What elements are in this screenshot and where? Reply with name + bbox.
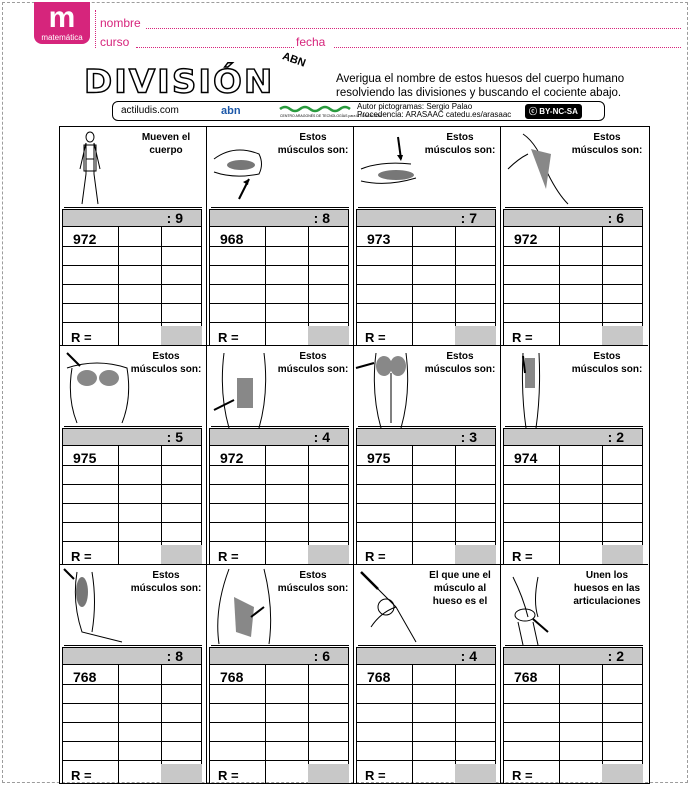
- divider-line: [211, 426, 349, 427]
- column-line: [265, 227, 266, 345]
- author-credit: Autor pictogramas: Sergio Palao Procedencia: ARASAAC catedu.es/arasaac: [357, 102, 512, 119]
- dividend: 972: [514, 231, 538, 247]
- nombre-field[interactable]: [146, 28, 681, 29]
- division-card: [60, 346, 207, 565]
- division-card: [354, 346, 501, 565]
- instructions: Averigua el nombre de estos huesos del cuerpo humano resolviendo las divisiones y buscando el cociente abajo.: [336, 73, 625, 99]
- catedu-logo-icon: [278, 104, 382, 118]
- remainder-label: R =: [218, 768, 239, 783]
- division-table: [62, 665, 202, 783]
- page-title: DIVISIÓN: [84, 63, 275, 101]
- division-grid: [59, 126, 650, 784]
- divisor-header: : 3: [356, 428, 496, 446]
- division-table: [209, 227, 349, 345]
- clue-text: El que une el músculo al hueso es el: [429, 570, 491, 607]
- division-card: [60, 127, 207, 346]
- remainder-box[interactable]: [455, 545, 496, 564]
- clue-text: Estos músculos son:: [130, 570, 202, 594]
- divider-line: [505, 426, 643, 427]
- division-table: [62, 446, 202, 564]
- quadriceps-icon: [503, 348, 573, 428]
- column-line: [412, 665, 413, 783]
- division-table: [62, 227, 202, 345]
- clue-text: Estos músculos son:: [277, 570, 349, 594]
- curso-label: curso: [100, 35, 130, 49]
- pectoral-icon: [62, 348, 132, 428]
- column-line: [559, 227, 560, 345]
- divider-line: [505, 207, 643, 208]
- column-line: [118, 665, 119, 783]
- divisor-header: : 2: [503, 428, 643, 446]
- divider-line: [64, 207, 202, 208]
- remainder-box[interactable]: [161, 764, 202, 783]
- abn-logo: abn: [221, 105, 241, 117]
- tricep-arrow-icon: [356, 129, 426, 209]
- column-line: [118, 446, 119, 564]
- abn-badge: ABN: [280, 50, 308, 70]
- divider-line: [211, 645, 349, 646]
- divisor-header: : 5: [62, 428, 202, 446]
- dividend: 768: [73, 669, 97, 685]
- trapezius-icon: [503, 129, 573, 209]
- column-line: [412, 446, 413, 564]
- dividend: 974: [514, 450, 538, 466]
- division-card: [354, 127, 501, 346]
- division-card: [501, 346, 648, 565]
- remainder-box[interactable]: [161, 545, 202, 564]
- division-table: [356, 446, 496, 564]
- remainder-label: R =: [365, 768, 386, 783]
- dividend: 768: [514, 669, 538, 685]
- divider-line: [505, 645, 643, 646]
- divider-line: [358, 426, 496, 427]
- division-card: [501, 127, 648, 346]
- remainder-box[interactable]: [308, 326, 349, 345]
- clue-text: Mueven el cuerpo: [141, 132, 191, 156]
- division-table: [503, 446, 643, 564]
- full-body-muscles-icon: [62, 129, 132, 209]
- remainder-label: R =: [512, 768, 533, 783]
- header-divider: [95, 10, 96, 48]
- divisor-header: : 9: [62, 209, 202, 227]
- remainder-label: R =: [512, 549, 533, 564]
- dividend: 768: [367, 669, 391, 685]
- remainder-label: R =: [512, 330, 533, 345]
- remainder-box[interactable]: [602, 764, 643, 783]
- divisor-header: : 8: [209, 209, 349, 227]
- remainder-label: R =: [365, 330, 386, 345]
- divider-line: [211, 207, 349, 208]
- dividend: 972: [73, 231, 97, 247]
- dividend: 972: [220, 450, 244, 466]
- gastrocnemius-icon: [62, 567, 132, 647]
- division-card: [207, 565, 354, 784]
- license-badge: ⓒ BY-NC-SA: [525, 104, 582, 119]
- divisor-header: : 8: [62, 647, 202, 665]
- division-table: [356, 665, 496, 783]
- dividend: 975: [367, 450, 391, 466]
- clue-text: Estos músculos son:: [571, 132, 643, 156]
- dorsal-icon: [209, 567, 279, 647]
- column-line: [559, 665, 560, 783]
- matematica-logo: m matemática: [34, 2, 90, 44]
- division-table: [503, 665, 643, 783]
- clue-text: Estos músculos son:: [424, 132, 496, 156]
- dividend: 968: [220, 231, 244, 247]
- remainder-box[interactable]: [602, 545, 643, 564]
- remainder-box[interactable]: [308, 764, 349, 783]
- dividend: 975: [73, 450, 97, 466]
- column-line: [118, 227, 119, 345]
- division-card: [207, 346, 354, 565]
- clue-text: Estos músculos son:: [424, 351, 496, 375]
- divisor-header: : 6: [503, 209, 643, 227]
- remainder-label: R =: [71, 768, 92, 783]
- remainder-label: R =: [218, 330, 239, 345]
- divider-line: [64, 645, 202, 646]
- dividend: 973: [367, 231, 391, 247]
- divisor-header: : 4: [356, 647, 496, 665]
- abdominal-icon: [209, 348, 279, 428]
- clue-text: Unen los huesos en las articulaciones: [573, 570, 641, 607]
- fecha-field[interactable]: [334, 47, 681, 48]
- remainder-box[interactable]: [308, 545, 349, 564]
- gluteus-icon: [356, 348, 426, 428]
- divider-line: [64, 426, 202, 427]
- curso-field[interactable]: [136, 47, 294, 48]
- remainder-box[interactable]: [161, 326, 202, 345]
- column-line: [265, 665, 266, 783]
- dividend: 768: [220, 669, 244, 685]
- divisor-header: : 4: [209, 428, 349, 446]
- fecha-label: fecha: [296, 35, 326, 49]
- remainder-label: R =: [218, 549, 239, 564]
- divider-line: [358, 207, 496, 208]
- clue-text: Estos músculos son:: [277, 132, 349, 156]
- division-card: [60, 565, 207, 784]
- tendon-knee-icon: [356, 567, 426, 647]
- division-card: [354, 565, 501, 784]
- remainder-box[interactable]: [455, 764, 496, 783]
- division-table: [356, 227, 496, 345]
- division-table: [209, 446, 349, 564]
- column-line: [412, 227, 413, 345]
- division-table: [209, 665, 349, 783]
- svg-text:CENTRO ARAGONÉS DE TECNOLOGÍAS: CENTRO ARAGONÉS DE TECNOLOGÍAS para la EDUCACIÓN: [280, 114, 382, 118]
- division-card: [207, 127, 354, 346]
- clue-text: Estos músculos son:: [571, 351, 643, 375]
- divisor-header: : 2: [503, 647, 643, 665]
- remainder-label: R =: [71, 549, 92, 564]
- credits-bar: [112, 101, 605, 121]
- column-line: [265, 446, 266, 564]
- divisor-header: : 7: [356, 209, 496, 227]
- bicep-arrow-icon: [209, 129, 279, 209]
- divider-line: [358, 645, 496, 646]
- column-line: [559, 446, 560, 564]
- division-table: [503, 227, 643, 345]
- divisor-header: : 6: [209, 647, 349, 665]
- site-link[interactable]: actiludis.com: [121, 105, 179, 116]
- division-card: [501, 565, 648, 784]
- clue-text: Estos músculos son:: [130, 351, 202, 375]
- ligament-knee-icon: [503, 567, 573, 647]
- remainder-label: R =: [365, 549, 386, 564]
- remainder-box[interactable]: [602, 326, 643, 345]
- nombre-label: nombre: [100, 16, 141, 30]
- remainder-label: R =: [71, 330, 92, 345]
- clue-text: Estos músculos son:: [277, 351, 349, 375]
- remainder-box[interactable]: [455, 326, 496, 345]
